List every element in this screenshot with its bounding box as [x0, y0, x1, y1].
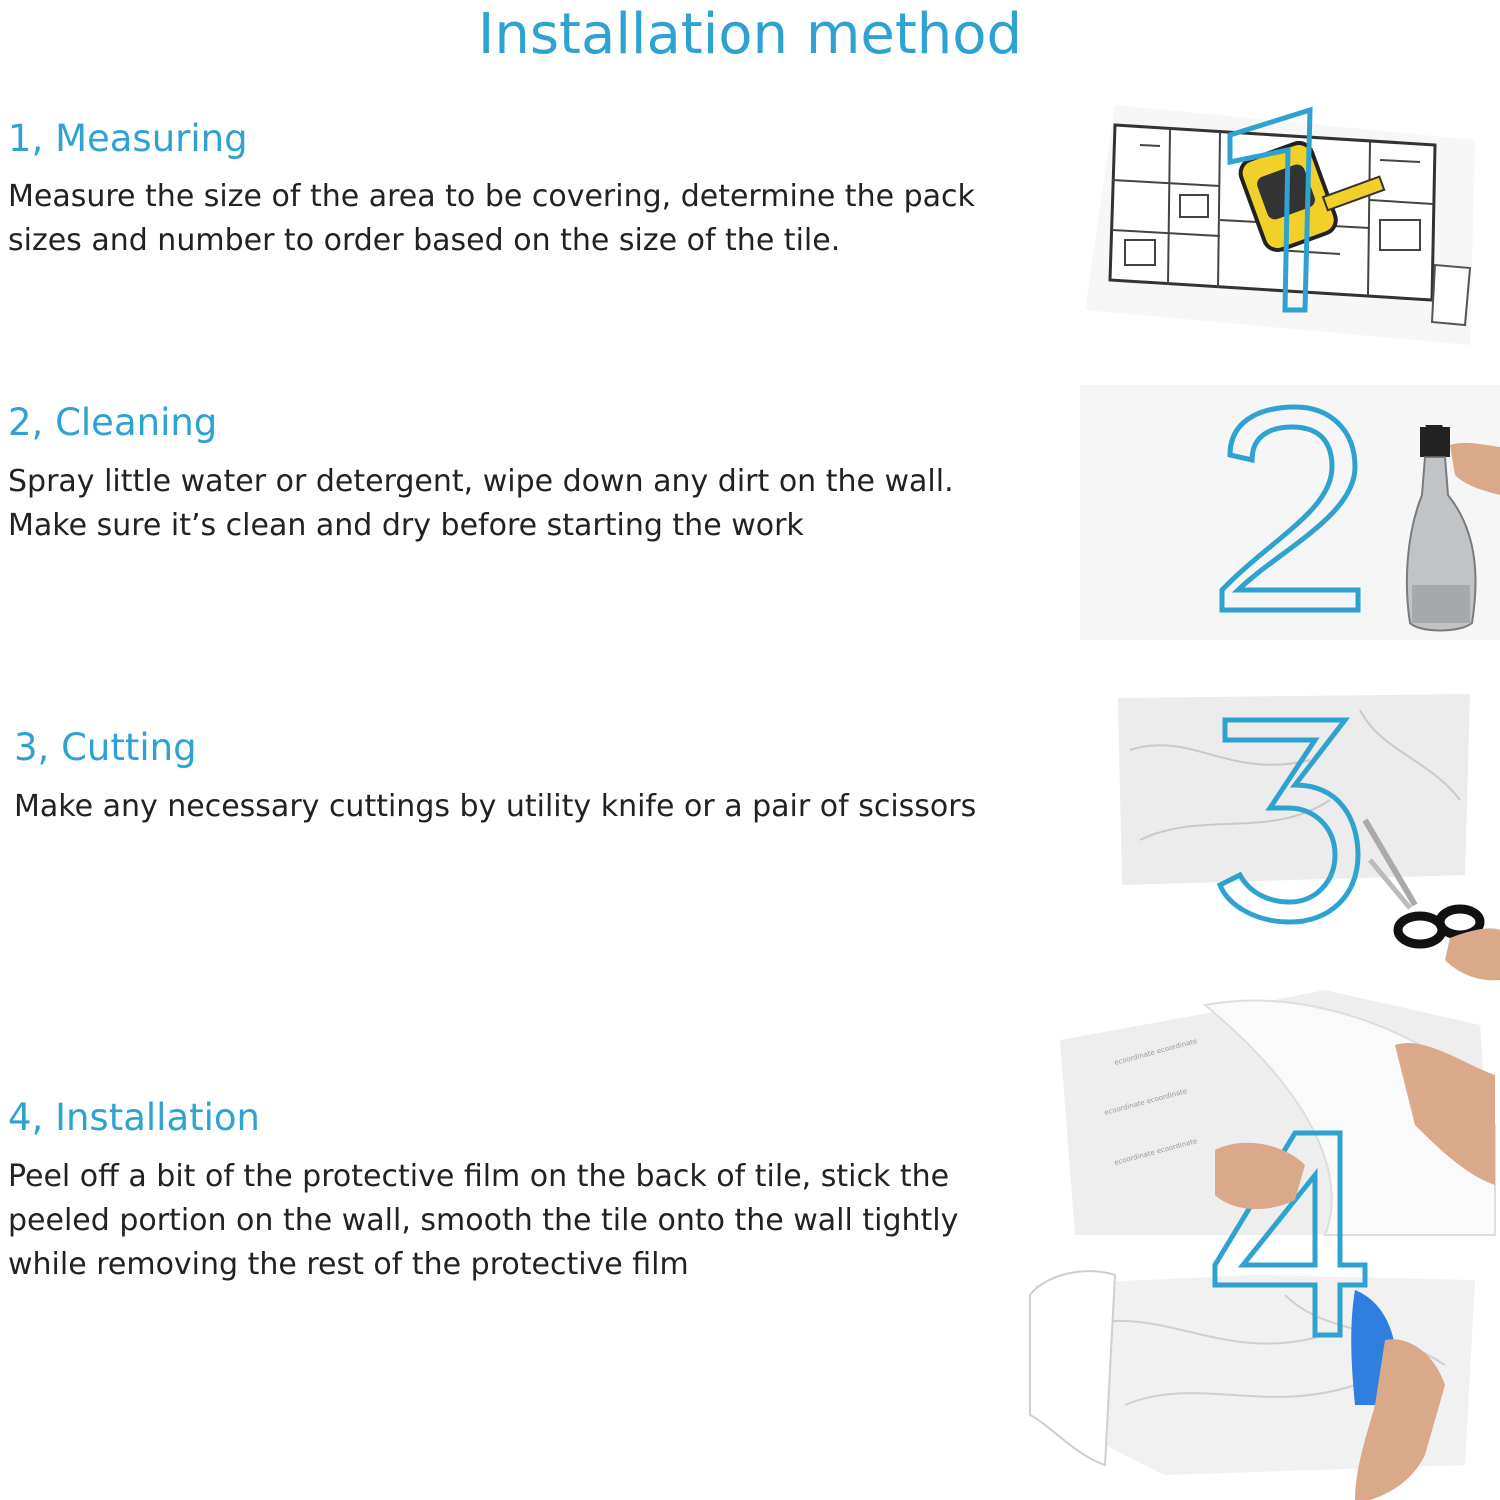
- step-4-line-1: Peel off a bit of the protective film on the back of tile, stick the: [8, 1159, 950, 1194]
- step-1-line-1: Measure the size of the area to be covering, determine the pack: [8, 179, 975, 214]
- step-1-line-2: sizes and number to order based on the size of the tile.: [8, 223, 841, 258]
- step-4-description: [8, 1155, 958, 1287]
- step-1-heading: 1, Measuring: [8, 117, 248, 160]
- peeling-tile-and-squeegee-icon: [1025, 985, 1500, 1500]
- page-title: Installation method: [477, 2, 1023, 67]
- svg-text:ecoordinate ecoordinate: ecoordinate ecoordinate: [1103, 1087, 1189, 1117]
- step-4-illustration: [1025, 985, 1500, 1500]
- step-3-line-1: Make any necessary cuttings by utility knife or a pair of scissors: [14, 789, 977, 824]
- step-4-heading: 4, Installation: [8, 1096, 260, 1139]
- spray-bottle-icon: [1080, 385, 1500, 640]
- floor-plan-and-tape-measure-icon: [1080, 100, 1500, 350]
- step-2-description: [8, 460, 954, 548]
- step-3-description: [14, 785, 976, 829]
- step-4-line-2: peeled portion on the wall, smooth the tile onto the wall tightly: [8, 1203, 959, 1238]
- svg-text:ecoordinate ecoordinate: ecoordinate ecoordinate: [1113, 1137, 1199, 1167]
- step-3-heading: 3, Cutting: [14, 726, 197, 769]
- step-3-illustration: [1110, 690, 1500, 990]
- svg-text:ecoordinate ecoordinate: ecoordinate ecoordinate: [1113, 1037, 1199, 1067]
- step-1-illustration: [1080, 100, 1500, 350]
- step-2-illustration: [1080, 385, 1500, 640]
- step-2-line-1: Spray little water or detergent, wipe down any dirt on the wall.: [8, 464, 954, 499]
- step-1-description: [8, 175, 975, 263]
- scissors-on-marble-tile-icon: [1110, 690, 1500, 990]
- step-4-line-3: while removing the rest of the protective film: [8, 1247, 689, 1282]
- step-2-heading: 2, Cleaning: [8, 401, 218, 444]
- step-2-line-2: Make sure it’s clean and dry before starting the work: [8, 508, 804, 543]
